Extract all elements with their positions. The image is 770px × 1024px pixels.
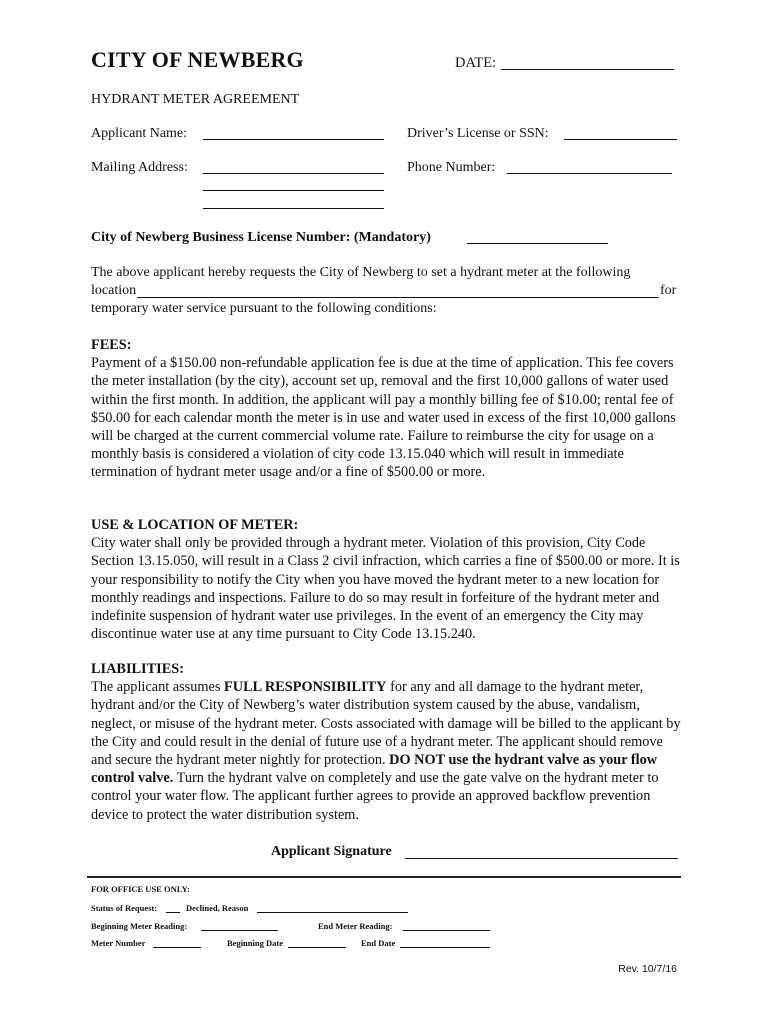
liabilities-heading: LIABILITIES: [91,661,184,677]
beginning-meter-reading-field[interactable] [201,930,278,931]
date-label: DATE: [455,55,497,71]
location-field[interactable] [137,297,659,298]
for-label: for [660,283,677,298]
office-use-heading: FOR OFFICE USE ONLY: [91,884,190,894]
status-of-request-field[interactable] [166,912,180,913]
applicant-signature-field[interactable] [405,858,678,859]
applicant-signature-label: Applicant Signature [271,844,392,859]
declined-reason-label: Declined, Reason [186,903,249,913]
end-meter-reading-label: End Meter Reading: [318,921,393,931]
meter-number-field[interactable] [153,947,201,948]
fees-section [91,336,681,482]
liabilities-text-1: The applicant assumes [91,679,225,696]
liabilities-body [91,678,681,824]
page-title: CITY OF NEWBERG [91,47,304,72]
full-responsibility-text: FULL RESPONSIBILITY [224,679,387,696]
use-location-heading: USE & LOCATION OF METER: [91,517,299,533]
mailing-address-field-1[interactable] [203,173,384,174]
liabilities-text-3: Turn the hydrant valve on completely and use the gate valve on the hydrant meter to control your water flow. The applicant further agrees to provide an approved backflow prevention device to protect the water distribution system. [91,770,659,823]
fees-heading: FEES: [91,337,132,353]
request-line-1: The above applicant hereby requests the City of Newberg to set a hydrant meter at the following [91,265,631,280]
end-meter-reading-field[interactable] [403,930,490,931]
declined-reason-field[interactable] [257,912,408,913]
drivers-license-label: Driver’s License or SSN: [407,126,549,141]
meter-number-label: Meter Number [91,938,146,948]
beginning-date-field[interactable] [288,947,346,948]
end-date-label: End Date [361,938,396,948]
do-not-use-hydrant-valve-text: DO NOT use the hydrant valve as your flow control valve. [91,752,658,787]
revision-label: Rev. 10/7/16 [618,963,677,975]
end-date-field[interactable] [400,947,490,948]
drivers-license-field[interactable] [564,139,677,140]
office-use-divider [87,876,681,878]
mailing-address-field-3[interactable] [203,208,384,209]
location-label: location [91,283,137,298]
liabilities-section [91,660,681,824]
form-title: HYDRANT METER AGREEMENT [91,92,300,107]
status-of-request-label: Status of Request: [91,903,158,913]
beginning-date-label: Beginning Date [227,938,283,948]
use-location-section [91,516,681,643]
beginning-meter-reading-label: Beginning Meter Reading: [91,921,188,931]
request-line-3: temporary water service pursuant to the following conditions: [91,301,437,316]
business-license-field[interactable] [467,243,608,244]
applicant-name-label: Applicant Name: [91,126,188,141]
phone-number-field[interactable] [507,173,672,174]
fees-body: Payment of a $150.00 non-refundable application fee is due at the time of application. This fee covers the meter installation (by the city), account set up, removal and the first 10,000 gallons of water used within the first month. In addition, the applicant will pay a monthly billing fee of $10.00; rental fee of $50.00 for each calendar month the meter is in use and water used in excess of the first 10,000 gallons will be charged at the current commercial volume rate. Failure to reimburse the city for usage on a monthly basis is considered a violation of city code 13.15.040 which will result in immediate termination of hydrant meter usage and/or a fine of $500.00 or more. [91,355,676,481]
date-field[interactable] [501,69,674,70]
phone-number-label: Phone Number: [407,160,496,175]
mailing-address-field-2[interactable] [203,190,384,191]
liabilities-text-2: for any and all damage to the hydrant meter, hydrant and/or the City of Newberg’s water distribution system caused by the abuse, vandalism, neglect, or misuse of the hydrant meter. Costs associated with damage will be billed to the applicant by the City and could result in the denial of future use of a hydrant meter. The applicant should remove and secure the hydrant meter nightly for protection. [91,679,681,769]
business-license-label: City of Newberg Business License Number: (Mandatory) [91,230,431,245]
applicant-name-field[interactable] [203,139,384,140]
use-location-body: City water shall only be provided through a hydrant meter. Violation of this provision, City Code Section 13.15.050, will result in a Class 2 civil infraction, which carries a fine of $500.00 or more. It is your responsibility to notify the City when you have moved the hydrant meter to a new location for monthly readings and inspections. Failure to do so may result in forfeiture of the hydrant meter and indefinite suspension of hydrant water use privileges. In the event of an emergency the City may discontinue water use at any time pursuant to City Code 13.15.240. [91,535,680,643]
mailing-address-label: Mailing Address: [91,160,188,175]
